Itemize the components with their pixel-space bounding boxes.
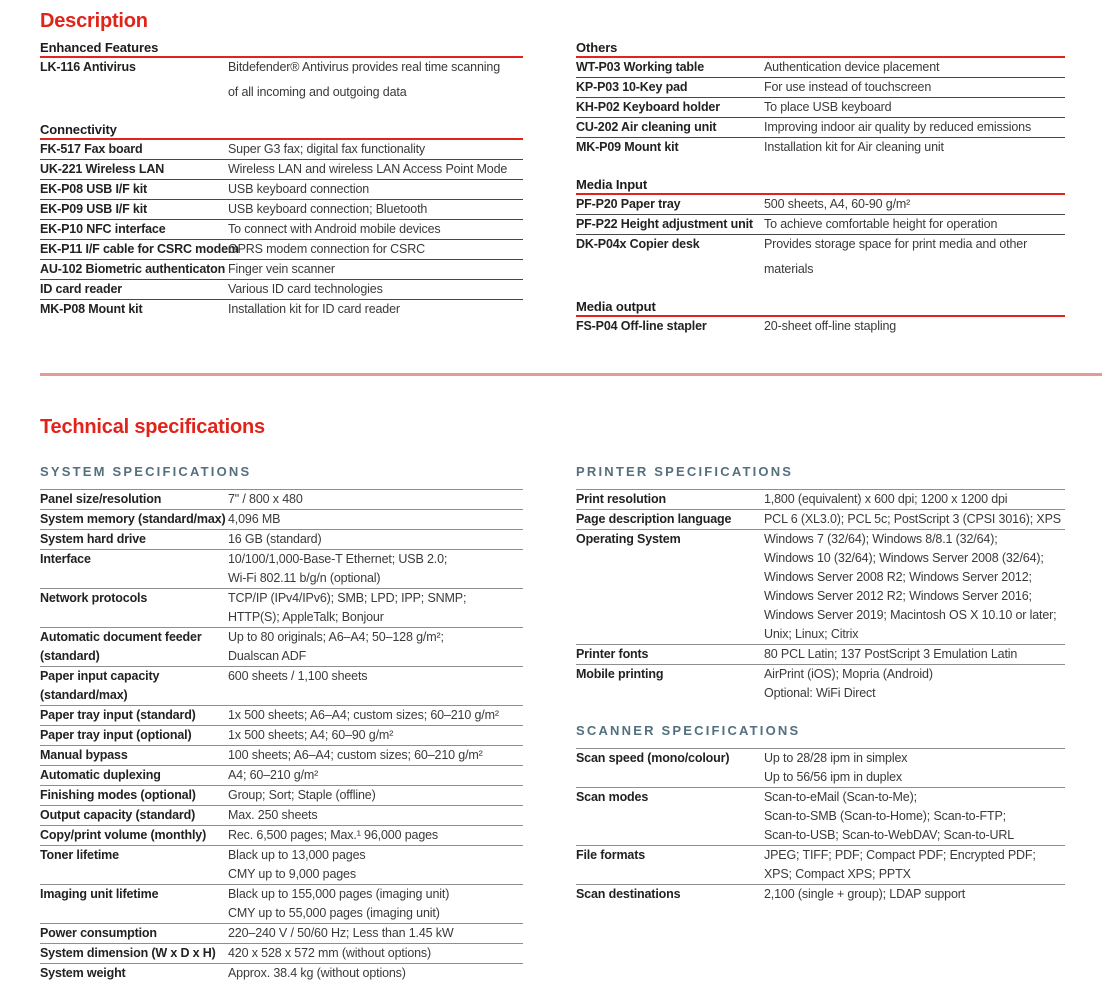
row-value [764, 645, 1065, 665]
section-title: SYSTEM SPECIFICATIONS [40, 464, 252, 479]
row-value [764, 846, 1065, 885]
label-line: EK-P11 I/F cable for CSRC modem [40, 242, 239, 256]
label-line: PF-P20 Paper tray [576, 197, 681, 211]
row-label [40, 200, 228, 220]
row-label [40, 260, 228, 280]
table-row [40, 200, 523, 220]
row-label [40, 58, 228, 102]
table-row [40, 300, 523, 320]
row-value [764, 510, 1065, 530]
label-line: AU-102 Biometric authenticaton [40, 262, 226, 276]
technical-title: Technical specifications [40, 416, 265, 438]
label-line: DK-P04x Copier desk [576, 237, 700, 251]
row-label [40, 806, 228, 826]
table-row [576, 78, 1065, 98]
label-line: Mobile printing [576, 667, 664, 681]
label-line: Operating System [576, 532, 681, 546]
label-line: System hard drive [40, 532, 146, 546]
value-line: USB keyboard connection; Bluetooth [228, 202, 428, 216]
value-line: 10/100/1,000-Base-T Ethernet; USB 2.0; [228, 552, 448, 566]
value-line: 1x 500 sheets; A4; 60–90 g/m² [228, 728, 394, 742]
section-title: Media output [576, 299, 1065, 317]
table-row [576, 788, 1065, 846]
value-line: of all incoming and outgoing data [228, 85, 407, 99]
table-row [40, 726, 523, 746]
value-line: 2,100 (single + group); LDAP support [764, 887, 966, 901]
value-line: 16 GB (standard) [228, 532, 322, 546]
table-row [40, 58, 523, 102]
value-line: Max. 250 sheets [228, 808, 318, 822]
value-line: For use instead of touchscreen [764, 80, 932, 94]
row-label [576, 98, 764, 118]
value-line: Optional: WiFi Direct [764, 686, 876, 700]
table-row [40, 160, 523, 180]
value-line: Windows 7 (32/64); Windows 8/8.1 (32/64); [764, 532, 998, 546]
row-value [228, 530, 523, 550]
label-line: Paper tray input (standard) [40, 708, 196, 722]
table-row [576, 665, 1065, 704]
row-value [764, 885, 1065, 905]
label-line: FS-P04 Off-line stapler [576, 319, 707, 333]
label-line: Imaging unit lifetime [40, 887, 159, 901]
row-value [764, 788, 1065, 846]
row-label [40, 746, 228, 766]
row-value [228, 826, 523, 846]
value-line: Windows Server 2019; Macintosh OS X 10.10 or later; [764, 608, 1057, 622]
value-line: Black up to 155,000 pages (imaging unit) [228, 887, 450, 901]
row-value [228, 924, 523, 944]
label-line: Scan modes [576, 790, 649, 804]
section-media-output [576, 299, 1065, 336]
row-value [764, 98, 1065, 118]
row-value [228, 806, 523, 826]
row-value [764, 749, 1065, 788]
description-table [576, 317, 1065, 336]
row-label [40, 786, 228, 806]
row-label [576, 665, 764, 704]
value-line: XPS; Compact XPS; PPTX [764, 867, 911, 881]
value-line: Scan-to-eMail (Scan-to-Me); [764, 790, 917, 804]
value-line: HTTP(S); AppleTalk; Bonjour [228, 610, 384, 624]
table-row [576, 235, 1065, 280]
value-line: USB keyboard connection [228, 182, 370, 196]
label-line: Paper input capacity [40, 669, 160, 683]
table-row [40, 944, 523, 964]
value-line: Rec. 6,500 pages; Max.¹ 96,000 pages [228, 828, 439, 842]
row-value [764, 530, 1065, 645]
table-row [40, 140, 523, 160]
row-value [228, 766, 523, 786]
row-label [40, 964, 228, 984]
row-label [40, 240, 239, 260]
row-label [576, 788, 764, 846]
table-row [40, 706, 523, 726]
value-line: Dualscan ADF [228, 649, 307, 663]
row-value [764, 317, 1065, 336]
section-title: SCANNER SPECIFICATIONS [576, 723, 801, 738]
row-value [228, 510, 523, 530]
label-line: Output capacity (standard) [40, 808, 196, 822]
table-row [40, 589, 523, 628]
section-title: Enhanced Features [40, 40, 523, 58]
value-line: A4; 60–210 g/m² [228, 768, 319, 782]
value-line: 600 sheets / 1,100 sheets [228, 669, 368, 683]
label-line: Page description language [576, 512, 732, 526]
label-line: Printer fonts [576, 647, 649, 661]
row-value [228, 589, 523, 628]
label-line: EK-P10 NFC interface [40, 222, 166, 236]
row-label [576, 885, 764, 905]
specifications-grid [40, 464, 1065, 983]
row-value [228, 200, 523, 220]
table-row [576, 885, 1065, 905]
row-value [228, 667, 523, 706]
row-label [40, 589, 228, 628]
row-value [228, 260, 523, 280]
value-line: 500 sheets, A4, 60-90 g/m² [764, 197, 911, 211]
value-line: Super G3 fax; digital fax functionality [228, 142, 426, 156]
row-value [764, 138, 1065, 158]
value-line: Improving indoor air quality by reduced emissions [764, 120, 1032, 134]
label-line: EK-P09 USB I/F kit [40, 202, 148, 216]
value-line: Windows 10 (32/64); Windows Server 2008 (32/64); [764, 551, 1044, 565]
value-line: TCP/IP (IPv4/IPv6); SMB; LPD; IPP; SNMP; [228, 591, 467, 605]
row-label [40, 530, 228, 550]
table-row [40, 924, 523, 944]
row-value [764, 78, 1065, 98]
table-row [576, 195, 1065, 215]
row-value [228, 726, 523, 746]
value-line: Approx. 38.4 kg (without options) [228, 966, 406, 980]
value-line: Up to 80 originals; A6–A4; 50–128 g/m²; [228, 630, 444, 644]
row-label [576, 317, 764, 336]
row-label [40, 766, 228, 786]
value-line: To achieve comfortable height for operation [764, 217, 998, 231]
value-line: 1x 500 sheets; A6–A4; custom sizes; 60–210 g/m² [228, 708, 499, 722]
table-row [40, 240, 523, 260]
table-row [576, 215, 1065, 235]
row-label [576, 530, 764, 645]
row-value [228, 846, 523, 885]
label-line: Automatic document feeder [40, 630, 202, 644]
label-line: Interface [40, 552, 91, 566]
table-row [40, 510, 523, 530]
row-value [228, 885, 523, 924]
row-value [228, 550, 523, 589]
row-label [576, 749, 764, 788]
row-label [576, 510, 764, 530]
description-table [40, 140, 523, 319]
value-line: 4,096 MB [228, 512, 281, 526]
value-line: 20-sheet off-line stapling [764, 319, 897, 333]
table-row [40, 260, 523, 280]
table-row [40, 530, 523, 550]
section-system-specifications [40, 464, 523, 983]
label-line: Finishing modes (optional) [40, 788, 196, 802]
label-line: ID card reader [40, 282, 122, 296]
table-row [40, 628, 523, 667]
label-line: (standard) [40, 649, 100, 663]
description-right-column [576, 40, 1065, 336]
value-line: 7" / 800 x 480 [228, 492, 303, 506]
value-line: Scan-to-SMB (Scan-to-Home); Scan-to-FTP; [764, 809, 1006, 823]
row-value [228, 964, 523, 984]
value-line: Installation kit for ID card reader [228, 302, 400, 316]
label-line: PF-P22 Height adjustment unit [576, 217, 753, 231]
label-line: MK-P09 Mount kit [576, 140, 679, 154]
section-scanner-specifications [576, 723, 1065, 904]
value-line: 1,800 (equivalent) x 600 dpi; 1200 x 1200 dpi [764, 492, 1008, 506]
row-label [576, 645, 764, 665]
table-row [40, 220, 523, 240]
table-row [576, 317, 1065, 336]
section-others [576, 40, 1065, 157]
row-label [40, 510, 228, 530]
label-line: System weight [40, 966, 126, 980]
row-label [40, 628, 228, 667]
label-line: CU-202 Air cleaning unit [576, 120, 717, 134]
label-line: LK-116 Antivirus [40, 60, 136, 74]
row-value [228, 746, 523, 766]
value-line: To place USB keyboard [764, 100, 892, 114]
table-row [576, 490, 1065, 510]
row-label [40, 300, 228, 320]
row-label [40, 846, 228, 885]
value-line: 220–240 V / 50/60 Hz; Less than 1.45 kW [228, 926, 454, 940]
value-line: AirPrint (iOS); Mopria (Android) [764, 667, 933, 681]
row-label [576, 58, 764, 78]
row-label [40, 667, 228, 706]
table-row [40, 180, 523, 200]
row-label [40, 160, 228, 180]
section-title: Media Input [576, 177, 1065, 195]
value-line: CMY up to 55,000 pages (imaging unit) [228, 906, 440, 920]
label-line: Copy/print volume (monthly) [40, 828, 207, 842]
table-row [576, 118, 1065, 138]
row-value [228, 220, 523, 240]
row-label [576, 235, 764, 280]
table-row [576, 530, 1065, 645]
table-row [576, 98, 1065, 118]
table-row [40, 490, 523, 510]
section-divider [40, 373, 1102, 376]
label-line: Scan destinations [576, 887, 681, 901]
row-value [764, 195, 1065, 215]
label-line: EK-P08 USB I/F kit [40, 182, 148, 196]
section-title: Connectivity [40, 122, 523, 140]
row-value [228, 140, 523, 160]
table-row [40, 964, 523, 984]
section-media-input [576, 177, 1065, 279]
row-value [228, 180, 523, 200]
row-label [40, 280, 228, 300]
table-row [40, 280, 523, 300]
spec-table [576, 489, 1065, 703]
value-line: JPEG; TIFF; PDF; Compact PDF; Encrypted PDF; [764, 848, 1036, 862]
value-line: materials [764, 262, 814, 276]
table-row [576, 510, 1065, 530]
row-value [764, 215, 1065, 235]
row-value [764, 118, 1065, 138]
row-label [40, 140, 228, 160]
label-line: Panel size/resolution [40, 492, 162, 506]
label-line: Print resolution [576, 492, 666, 506]
table-row [40, 846, 523, 885]
value-line: 80 PCL Latin; 137 PostScript 3 Emulation Latin [764, 647, 1018, 661]
value-line: Wi-Fi 802.11 b/g/n (optional) [228, 571, 381, 585]
label-line: WT-P03 Working table [576, 60, 705, 74]
row-value [228, 706, 523, 726]
row-value [228, 944, 523, 964]
label-line: FK-517 Fax board [40, 142, 143, 156]
label-line: Power consumption [40, 926, 157, 940]
description-table [576, 195, 1065, 279]
table-row [40, 885, 523, 924]
value-line: Various ID card technologies [228, 282, 383, 296]
specs-left-column [40, 464, 523, 983]
label-line: File formats [576, 848, 646, 862]
label-line: Scan speed (mono/colour) [576, 751, 730, 765]
row-label [576, 78, 764, 98]
row-value [228, 628, 523, 667]
row-label [40, 550, 228, 589]
label-line: KH-P02 Keyboard holder [576, 100, 720, 114]
row-value [228, 300, 523, 320]
value-line: Group; Sort; Staple (offline) [228, 788, 376, 802]
row-value [228, 280, 523, 300]
row-value [764, 490, 1065, 510]
row-label [576, 490, 764, 510]
value-line: 420 x 528 x 572 mm (without options) [228, 946, 432, 960]
row-value [228, 240, 523, 260]
value-line: Authentication device placement [764, 60, 940, 74]
value-line: GPRS modem connection for CSRC [228, 242, 425, 256]
table-row [40, 766, 523, 786]
row-label [576, 195, 764, 215]
value-line: Installation kit for Air cleaning unit [764, 140, 944, 154]
row-value [764, 665, 1065, 704]
value-line: Wireless LAN and wireless LAN Access Point Mode [228, 162, 508, 176]
table-row [40, 826, 523, 846]
label-line: Automatic duplexing [40, 768, 161, 782]
table-row [40, 667, 523, 706]
value-line: Scan-to-USB; Scan-to-WebDAV; Scan-to-URL [764, 828, 1015, 842]
table-row [576, 846, 1065, 885]
table-row [576, 645, 1065, 665]
description-left-column [40, 40, 523, 319]
table-row [40, 550, 523, 589]
label-line: System memory (standard/max) [40, 512, 226, 526]
row-label [40, 944, 228, 964]
value-line: PCL 6 (XL3.0); PCL 5c; PostScript 3 (CPSI 3016); XPS [764, 512, 1061, 526]
table-row [40, 746, 523, 766]
value-line: 100 sheets; A6–A4; custom sizes; 60–210 g/m² [228, 748, 483, 762]
row-value [228, 58, 523, 102]
row-value [228, 786, 523, 806]
label-line: Manual bypass [40, 748, 128, 762]
label-line: KP-P03 10-Key pad [576, 80, 688, 94]
value-line: Black up to 13,000 pages [228, 848, 366, 862]
row-value [764, 235, 1065, 280]
table-row [576, 58, 1065, 78]
value-line: Finger vein scanner [228, 262, 335, 276]
value-line: To connect with Android mobile devices [228, 222, 441, 236]
value-line: Bitdefender® Antivirus provides real time scanning [228, 60, 500, 74]
row-value [228, 160, 523, 180]
row-label [40, 220, 228, 240]
section-connectivity [40, 122, 523, 319]
value-line: Provides storage space for print media and other [764, 237, 1028, 251]
row-label [40, 180, 228, 200]
value-line: Windows Server 2008 R2; Windows Server 2012; [764, 570, 1032, 584]
row-value [764, 58, 1065, 78]
section-enhanced-features [40, 40, 523, 102]
label-line: (standard/max) [40, 688, 128, 702]
row-label [40, 924, 228, 944]
specs-right-column [576, 464, 1065, 904]
description-grid [40, 40, 1065, 336]
description-title: Description [40, 10, 148, 32]
label-line: Network protocols [40, 591, 148, 605]
row-label [576, 118, 764, 138]
value-line: Windows Server 2012 R2; Windows Server 2016; [764, 589, 1032, 603]
table-row [576, 138, 1065, 158]
section-printer-specifications [576, 464, 1065, 703]
section-title: PRINTER SPECIFICATIONS [576, 464, 794, 479]
label-line: Toner lifetime [40, 848, 119, 862]
table-row [40, 806, 523, 826]
table-row [576, 749, 1065, 788]
label-line: UK-221 Wireless LAN [40, 162, 165, 176]
row-label [40, 826, 228, 846]
value-line: CMY up to 9,000 pages [228, 867, 356, 881]
row-label [40, 706, 228, 726]
spec-table [40, 489, 523, 983]
value-line: Up to 28/28 ipm in simplex [764, 751, 908, 765]
section-title: Others [576, 40, 1065, 58]
row-label [40, 885, 228, 924]
row-value [228, 490, 523, 510]
description-table [576, 58, 1065, 157]
label-line: Paper tray input (optional) [40, 728, 192, 742]
value-line: Unix; Linux; Citrix [764, 627, 859, 641]
label-line: MK-P08 Mount kit [40, 302, 143, 316]
label-line: System dimension (W x D x H) [40, 946, 216, 960]
row-label [576, 215, 764, 235]
value-line: Up to 56/56 ipm in duplex [764, 770, 903, 784]
table-row [40, 786, 523, 806]
row-label [40, 726, 228, 746]
spec-table [576, 748, 1065, 904]
row-label [576, 138, 764, 158]
row-label [40, 490, 228, 510]
description-table [40, 58, 523, 102]
row-label [576, 846, 764, 885]
